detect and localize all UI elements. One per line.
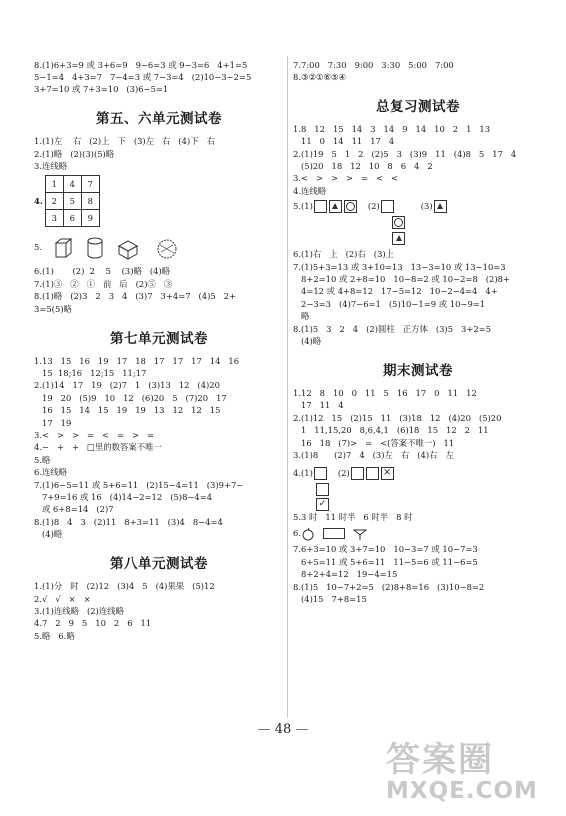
answer-line: 16 18 (7)> = <(答案不唯一) 11 — [293, 437, 455, 448]
answer-line: 5.略 6.略 — [34, 630, 75, 641]
cross-box-icon: × — [381, 467, 394, 480]
answer-line: 7+9=16 或 16 (4)14−2=12 (5)8−4=4 — [34, 492, 213, 503]
answer-line: 4.− + + □里的数答案不唯一 — [34, 442, 162, 453]
answer-line: 5.3 时 11 时半 6 时半 8 时 — [293, 512, 413, 523]
answer-line: 8+2+4=12 19−4=15 — [293, 569, 398, 580]
answer-line: (5)20 18 12 10 8 6 4 2 — [293, 161, 433, 172]
triangle-box-icon — [434, 200, 447, 213]
watermark — [386, 742, 538, 804]
square-box-icon — [314, 467, 327, 480]
answer-line: 17 11 4 — [293, 400, 344, 411]
right-column — [293, 58, 543, 605]
page-number: — 48 — — [257, 722, 309, 737]
answer-line: 略 — [293, 311, 310, 322]
answer-line: 8+2=10 或 2+8=10 10−8=2 或 10−2=8 (2)8+ — [293, 274, 510, 285]
answer-line: 8.(1)6+3=9 或 3+6=9 9−6=3 或 9−3=6 4+1=5 — [34, 59, 248, 70]
answer-line: 6.连线略 — [34, 467, 68, 478]
question-label: 4.(1) — [293, 467, 313, 478]
page-number-value: 48 — [274, 722, 292, 737]
answer-line: 5−1=4 4+3=7 7−4=3 或 7−3=4 (2)10−3−2=5 — [34, 71, 252, 82]
answer-line: 5.略 — [34, 454, 51, 465]
square-box-icon — [316, 483, 329, 496]
answer-line: 15 18;16 12;15 11;17 — [34, 367, 147, 378]
unit7-answers — [34, 356, 284, 541]
answer-line: (4)略 — [293, 336, 322, 347]
answer-line: 8.③②①⑥⑤④ — [293, 71, 347, 82]
answer-line: 2.(1)19 5 1 2 (2)5 3 (3)9 11 (4)8 5 17 4 — [293, 148, 517, 159]
answer-text: 6.(1) (2) 2 5 (3)略 (4)略 — [34, 266, 171, 277]
answer-line — [293, 525, 543, 543]
square-box-icon — [314, 200, 327, 213]
square-box-icon — [366, 467, 379, 480]
answer-line: 1 11,15,20 8,6,4,1 (6)18 15 12 2 11 — [293, 425, 489, 436]
section-title-unit56: 第五、六单元测试卷 — [96, 111, 222, 128]
grid-cell: 3 — [45, 209, 63, 226]
ball-icon — [152, 236, 182, 260]
answer-line: 8.(1)5 10−7+2=5 (2)8+8=16 (3)10−8=2 — [293, 581, 485, 592]
number-grid-answer — [34, 175, 284, 227]
triangle-box-icon — [392, 232, 405, 245]
answer-line: 1.12 8 10 0 11 5 16 17 0 11 12 — [293, 388, 477, 398]
section-title-unit8: 第八单元测试卷 — [110, 556, 208, 573]
answer-line: 6.(1)右 上 (2)右 (3)上 — [293, 249, 395, 260]
answer-line: 2.√ √ × × — [34, 593, 91, 604]
answer-line: 11 0 14 11 17 4 — [293, 136, 395, 147]
answer-line: 2.(1)12 15 (2)15 11 (3)18 12 (4)20 (5)20 — [293, 412, 502, 423]
cube-icon — [54, 237, 74, 259]
answer-line: 4=12 或 4+8=12 17−5=12 10−2−4=4 4+ — [293, 286, 498, 297]
grid-cell: 1 — [45, 175, 63, 192]
answer-line: 3.< > > = < = > = — [34, 430, 155, 440]
fan-icon — [353, 527, 367, 541]
left-column — [34, 58, 284, 642]
answer-line: 7.7:00 7:30 9:00 3:30 5:00 7:00 — [293, 59, 454, 70]
answer-line: 1.(1)左 右 (2)上 下 (3)左 右 (4)下 右 — [34, 136, 216, 147]
cylinder-icon — [86, 237, 104, 259]
answer-line: 3.< > > > = < < — [293, 173, 399, 184]
grid-cell: 6 — [63, 209, 81, 226]
section-title-unit7: 第七单元测试卷 — [110, 330, 208, 347]
question-label: (2) — [367, 200, 380, 211]
answer-line: 3.连线略 — [34, 161, 68, 172]
watermark-url: MXQE.COM — [386, 778, 538, 804]
answer-line: 17 19 — [34, 417, 72, 428]
question-label: 5. — [34, 242, 42, 253]
solid-shapes-answer — [34, 231, 284, 265]
answer-line: 8.(1)8 4 3 (2)11 8+3=11 (3)4 8−4=4 — [34, 516, 223, 527]
answer-line: 7.(1)6−5=11 或 5+6=11 (2)15−4=11 (3)9+7− — [34, 479, 244, 490]
circle-box-icon — [344, 200, 357, 213]
section-title-review: 总复习测试卷 — [376, 98, 460, 115]
answer-line: 7.6+3=10 或 3+7=10 10−3=7 或 10−7=3 — [293, 544, 478, 555]
question-label: (3) — [420, 200, 433, 211]
number-grid — [45, 175, 100, 227]
grid-cell: 4 — [63, 175, 81, 192]
grid-cell: 5 — [63, 192, 81, 209]
answer-line: 2.(1)略 (2)(3)(5)略 — [34, 148, 115, 159]
answer-line: (4)15 7+8=15 — [293, 593, 367, 604]
final-q4-shapes — [293, 467, 543, 511]
answer-line: 2−3=3 (4)7−6=1 (5)10−1=9 或 10−9=1 — [293, 298, 486, 309]
apple-icon — [301, 527, 315, 541]
answer-line: 4.7 2 9 5 10 2 6 11 — [34, 618, 152, 629]
tilted-cube-icon — [116, 236, 140, 260]
answer-line: 或 6+8=14 (2)7 — [34, 504, 114, 515]
answer-line — [34, 266, 284, 277]
answer-line: 1.(1)分 时 (2)12 (3)4 5 (4)果果 (5)12 — [34, 581, 215, 592]
answer-line: 6+5=11 或 5+6=11 11−5=6 或 11−6=5 — [293, 556, 478, 567]
answer-line: 7.(1)5+3=13 或 3+10=13 13−3=10 或 13−10=3 — [293, 261, 506, 272]
triangle-box-icon — [329, 200, 342, 213]
grid-label: 4. — [34, 195, 43, 206]
question-label: 5.(1) — [293, 200, 313, 211]
answer-line: 7.(1)③ ② ① 前 后 (2)⑤ ③ — [34, 278, 173, 289]
grid-cell: 9 — [81, 209, 99, 226]
answer-line: 8.(1)5 3 2 4 (2)圆柱 正方体 (3)5 3+2=5 — [293, 323, 492, 334]
grid-cell: 2 — [45, 192, 63, 209]
review-q5-shapes — [293, 200, 543, 248]
answer-line: 16 15 14 15 19 19 13 12 12 15 — [34, 405, 221, 416]
shape-answer-row — [293, 467, 395, 480]
grid-cell: 7 — [81, 175, 99, 192]
column-divider — [287, 56, 288, 718]
answer-line: 1.13 15 16 19 17 18 17 17 17 14 16 — [34, 355, 240, 366]
shape-answer-row — [293, 200, 448, 213]
answer-line: 8.(1)略 (2)3 2 3 4 (3)7 3+4=7 (4)5 2+ — [34, 291, 237, 302]
answer-line: 4.连线略 — [293, 185, 327, 196]
section-title-final: 期末测试卷 — [383, 363, 453, 379]
square-box-icon — [381, 200, 394, 213]
answer-line: 1.8 12 15 14 3 14 9 14 10 2 1 13 — [293, 123, 491, 134]
watermark-logo: 答案圈 — [386, 740, 494, 780]
grid-cell: 8 — [81, 192, 99, 209]
rectangle-shape-icon — [323, 528, 345, 539]
answer-line: 19 20 (5)9 10 12 (6)20 5 (7)20 17 — [34, 392, 227, 403]
square-box-icon — [351, 467, 364, 480]
question-label: (2) — [337, 467, 350, 478]
check-box-icon: ✓ — [316, 498, 329, 511]
answer-line: 3.(1)连线略 (2)连线略 — [34, 605, 124, 616]
answer-line: 3=5(5)略 — [34, 303, 72, 314]
answer-line: 2.(1)14 17 19 (2)7 1 (3)13 12 (4)20 — [34, 380, 220, 391]
answer-line: (4)略 — [34, 529, 63, 540]
question-label: 6. — [293, 528, 301, 539]
answer-line: 3.(1)8 (2)7 4 (3)左 右 (4)右 左 — [293, 450, 454, 461]
answer-line: 3+7=10 或 7+3=10 (3)6−5=1 — [34, 84, 169, 95]
circle-box-icon — [392, 216, 405, 229]
